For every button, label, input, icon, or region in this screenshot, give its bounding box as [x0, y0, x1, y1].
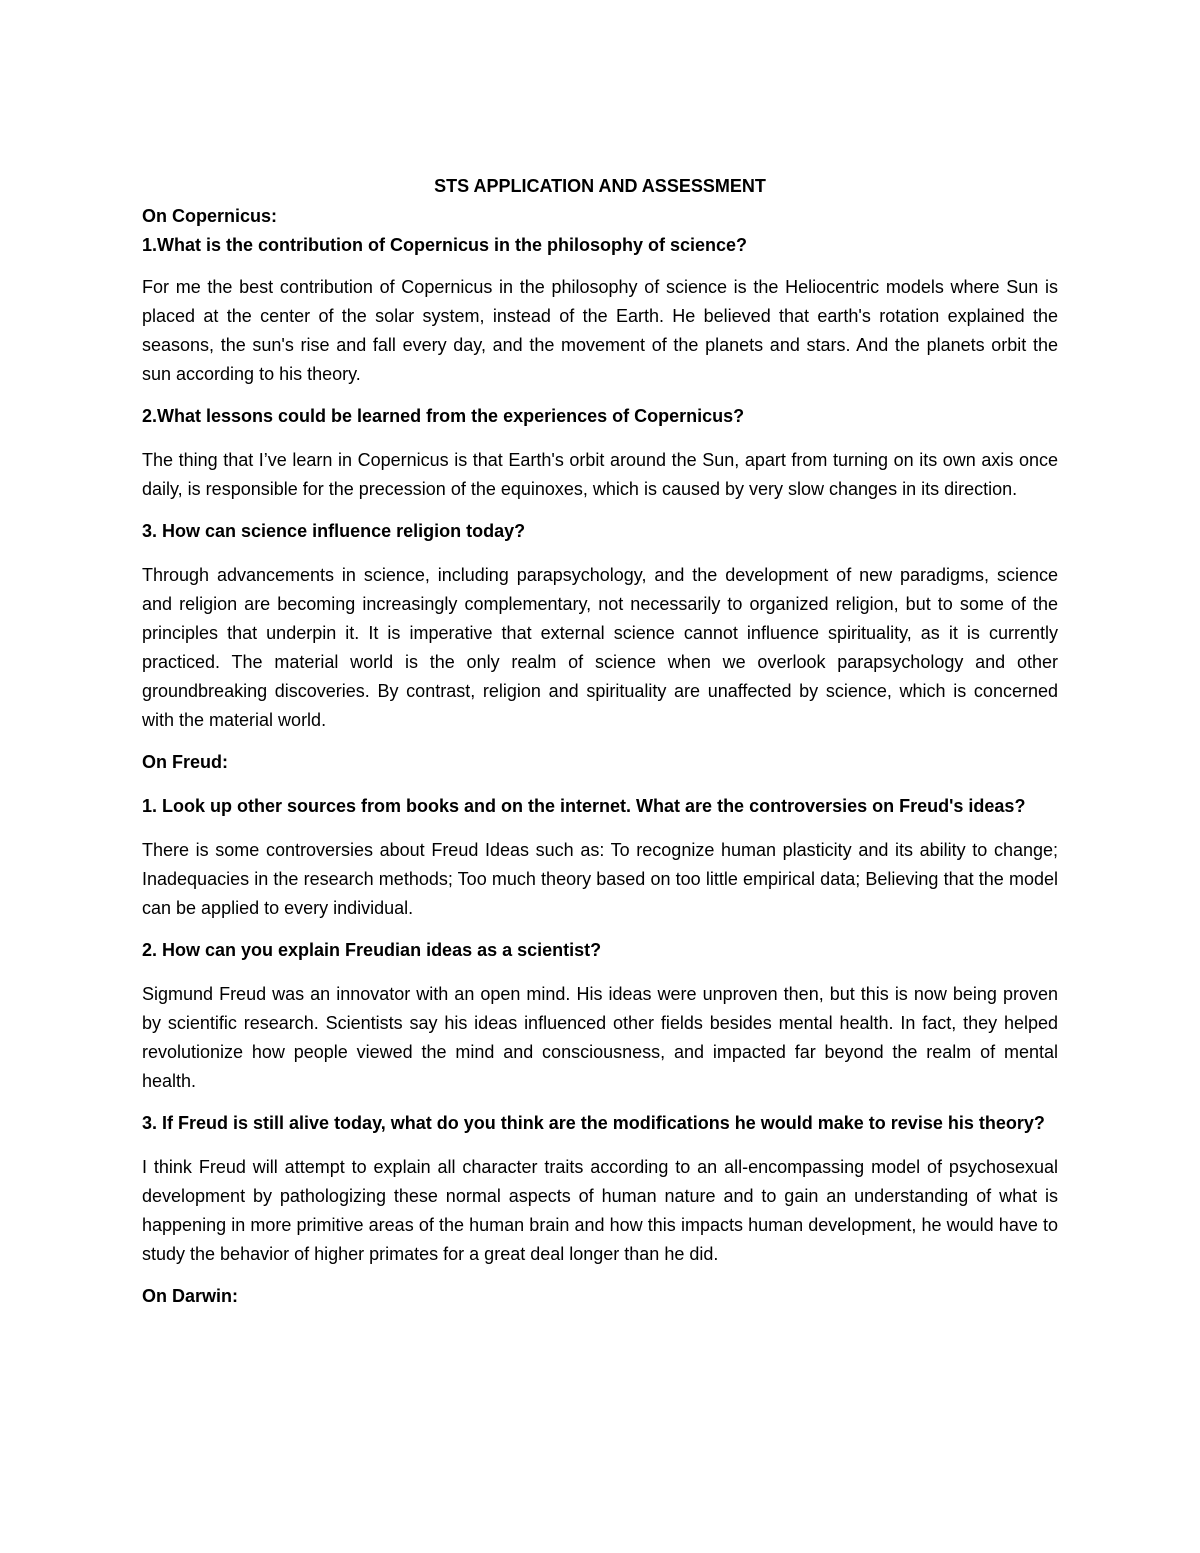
- section-heading-freud: On Freud:: [142, 752, 228, 772]
- section-heading-copernicus: On Copernicus:: [142, 206, 278, 226]
- answer-freud-1: There is some controversies about Freud Ideas such as: To recognize human plasticity and its ability to change; Inadequacies in the research methods; Too much theory based on too little empirical data; Believing that the model can be applied to every individual.: [142, 840, 1058, 918]
- document-page: [142, 172, 1058, 1311]
- question-copernicus-3: 3. How can science influence religion today?: [142, 521, 526, 541]
- answer-freud-2: Sigmund Freud was an innovator with an open mind. His ideas were unproven then, but this is now being proven by scientific research. Scientists say his ideas influenced other fields besides mental health. In fact, they helped revolutionize how people viewed the mind and consciousness, and impacted far beyond the realm of mental health.: [142, 984, 1058, 1091]
- question-copernicus-1: 1.What is the contribution of Copernicus in the philosophy of science?: [142, 235, 748, 255]
- answer-copernicus-3: Through advancements in science, including parapsychology, and the development of new paradigms, science and religion are becoming increasingly complementary, not necessarily to organized religion, but to some of the principles that underpin it. It is imperative that external science cannot influence spirituality, as it is currently practiced. The material world is the only realm of science when we overlook parapsychology and other groundbreaking discoveries. By contrast, religion and spirituality are unaffected by science, which is concerned with the material world.: [142, 565, 1058, 730]
- answer-copernicus-2: The thing that I’ve learn in Copernicus is that Earth's orbit around the Sun, apart from turning on its own axis once daily, is responsible for the precession of the equinoxes, which is caused by very slow changes in its direction.: [142, 450, 1058, 499]
- question-copernicus-2: 2.What lessons could be learned from the experiences of Copernicus?: [142, 406, 745, 426]
- answer-freud-3: I think Freud will attempt to explain all character traits according to an all-encompassing model of psychosexual development by pathologizing these normal aspects of human nature and to gain an understanding of what is happening in more primitive areas of the human brain and how this impacts human development, he would have to study the behavior of higher primates for a great deal longer than he did.: [142, 1157, 1058, 1264]
- question-freud-3: 3. If Freud is still alive today, what do you think are the modifications he would make to revise his theory?: [142, 1113, 1045, 1133]
- document-title: STS APPLICATION AND ASSESSMENT: [434, 176, 766, 196]
- section-heading-darwin: On Darwin:: [142, 1286, 239, 1306]
- answer-copernicus-1: For me the best contribution of Copernicus in the philosophy of science is the Heliocentric models where Sun is placed at the center of the solar system, instead of the Earth. He believed that earth's rotation explained the seasons, the sun's rise and fall every day, and the movement of the planets and stars. And the planets orbit the sun according to his theory.: [142, 277, 1058, 384]
- question-freud-1: 1. Look up other sources from books and on the internet. What are the controversies on Freud's ideas?: [142, 796, 1026, 816]
- question-freud-2: 2. How can you explain Freudian ideas as a scientist?: [142, 940, 602, 960]
